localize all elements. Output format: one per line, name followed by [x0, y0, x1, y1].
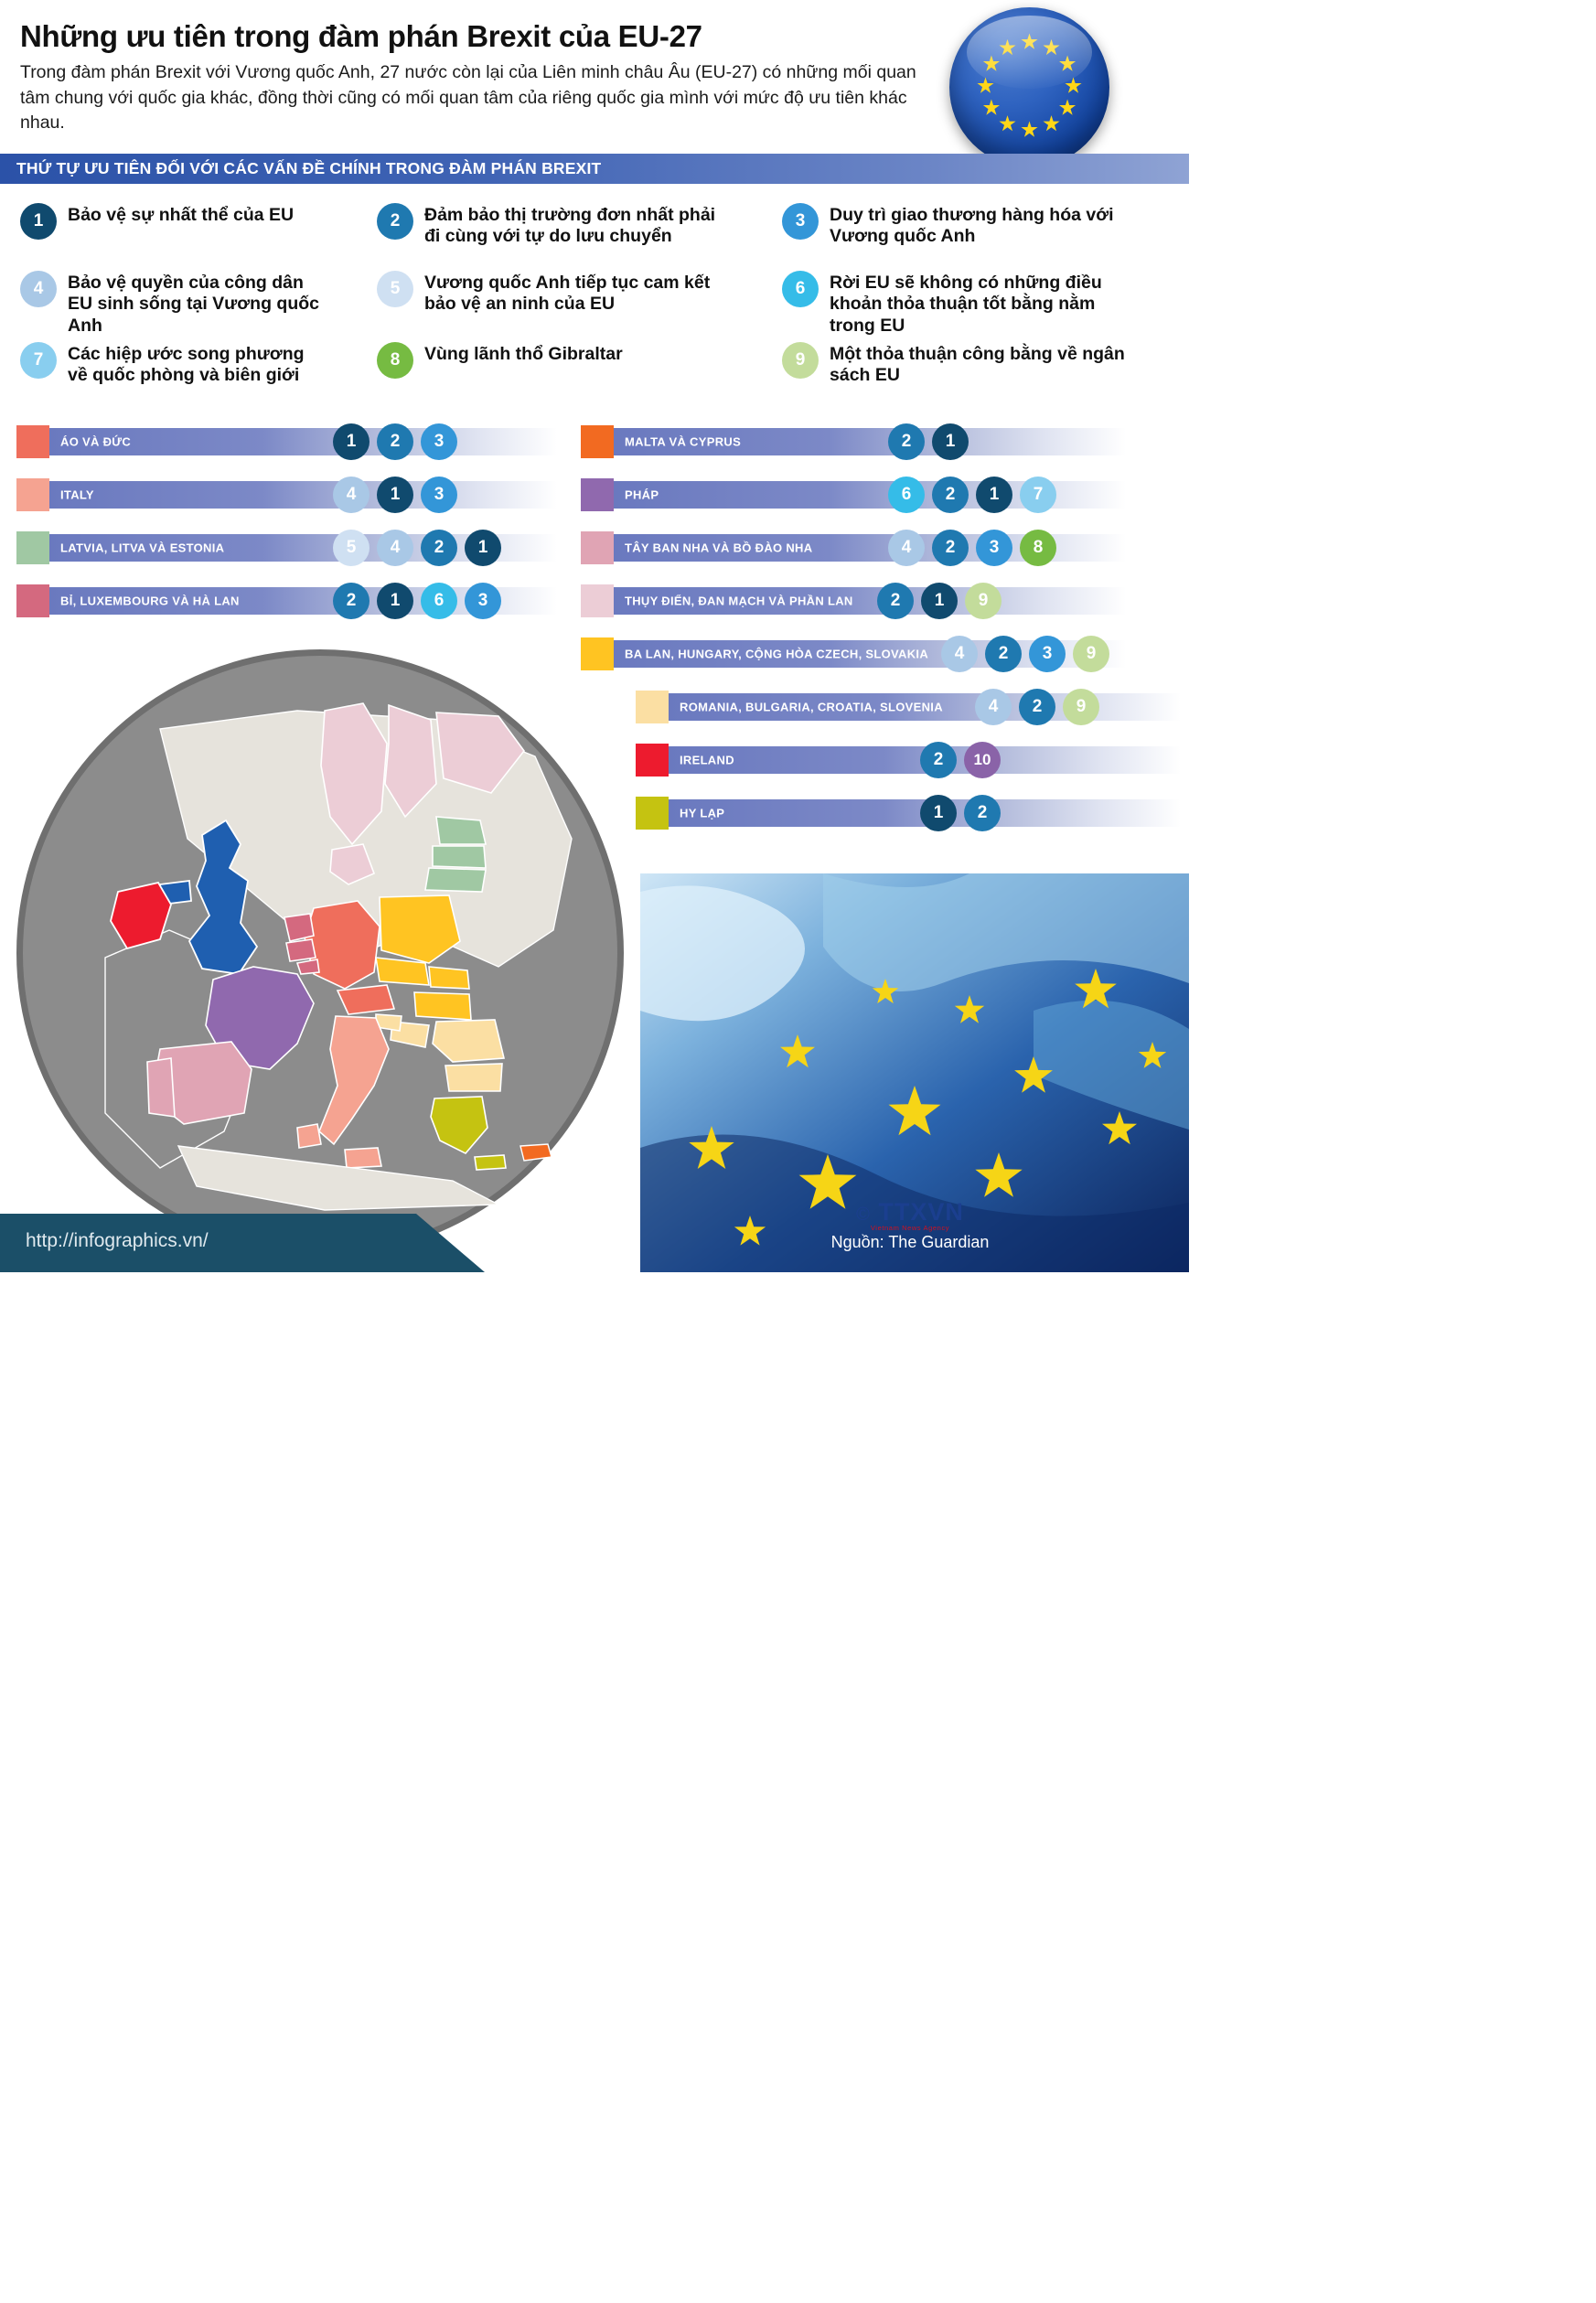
- legend-item-1: [20, 203, 322, 240]
- priority-pip-4: 4: [333, 477, 370, 513]
- legend-item-7: [20, 342, 322, 387]
- country-name: IRELAND: [680, 753, 734, 767]
- country-bar-row: [16, 425, 557, 458]
- priority-pip-4: 4: [377, 530, 413, 566]
- country-bar-row: [16, 531, 557, 564]
- country-bar-row: [16, 478, 557, 511]
- priority-pips: [888, 423, 969, 460]
- legend-label-1: Bảo vệ sự nhất thể của EU: [68, 205, 295, 225]
- legend-badge-7: 7: [20, 342, 57, 379]
- note-line-2: biên giới cứng giữa: [1544, 2119, 1584, 2200]
- section-banner-label: THỨ TỰ ƯU TIÊN ĐỐI VỚI CÁC VẤN ĐỀ CHÍNH TRONG ĐÀM PHÁN BREXIT: [16, 159, 602, 177]
- country-color-swatch: [636, 797, 669, 830]
- priority-pip-2: 2: [964, 795, 1001, 831]
- legend-item-3: [782, 203, 1130, 248]
- priority-pip-3: 3: [421, 423, 457, 460]
- note-line-1: Không quay lại áp dụng: [1544, 2038, 1595, 2118]
- priority-pip-1: 1: [920, 795, 957, 831]
- priority-pip-2: 2: [333, 583, 370, 619]
- priority-pip-1: 1: [465, 530, 501, 566]
- legend-badge-3: 3: [782, 203, 819, 240]
- priority-pip-1: 1: [932, 423, 969, 460]
- page-title: Những ưu tiên trong đàm phán Brexit của EU-27: [20, 19, 702, 53]
- country-track: [614, 534, 1126, 562]
- priority-pip-2: 2: [1019, 689, 1055, 725]
- priority-pip-2: 2: [932, 530, 969, 566]
- note-line-3: Cộng hòa Ireland và Bắc Ireland: [1544, 2201, 1596, 2302]
- ttxvn-wordmark: [805, 1198, 1015, 1226]
- country-color-swatch: [16, 584, 49, 617]
- country-color-swatch: [581, 478, 614, 511]
- priority-pips: [941, 636, 1109, 672]
- priority-pip-3: 3: [976, 530, 1012, 566]
- country-color-swatch: [16, 478, 49, 511]
- eu-flag-badge-icon: [949, 7, 1109, 167]
- country-color-swatch: [16, 531, 49, 564]
- priority-pips: [333, 423, 457, 460]
- ttxvn-subtext: Vietnam News Agency: [870, 1224, 950, 1232]
- country-name: ROMANIA, BULGARIA, CROATIA, SLOVENIA: [680, 700, 943, 714]
- page-subtitle: Trong đàm phán Brexit với Vương quốc Anh, 27 nước còn lại của Liên minh châu Âu (EU-27) có những mối quan tâm chung với quốc gia khác, đồng thời cũng có mối quan tâm của riêng quốc gia mình với mức độ ưu tiên khác nhau.: [20, 62, 916, 134]
- priority-pip-9: 9: [1073, 636, 1109, 672]
- legend-label-4: Bảo vệ quyền của công dân EU sinh sống tại Vương quốc Anh: [68, 273, 319, 336]
- country-name: BA LAN, HUNGARY, CỘNG HÒA CZECH, SLOVAKIA: [625, 647, 929, 661]
- country-name: MALTA VÀ CYPRUS: [625, 434, 742, 449]
- priority-legend: [0, 188, 1189, 408]
- source-credit: Nguồn: The Guardian: [830, 1233, 990, 1251]
- priority-pip-7: 7: [1020, 477, 1056, 513]
- country-color-swatch: [16, 425, 49, 458]
- country-bar-row: [636, 691, 1181, 723]
- priority-pip-2: 2: [985, 636, 1022, 672]
- note-10-badge: 10: [1501, 2159, 1521, 2180]
- legend-badge-5: 5: [377, 271, 413, 307]
- country-color-swatch: [636, 744, 669, 777]
- priority-pips: [333, 530, 501, 566]
- section-banner: [0, 154, 1189, 184]
- country-track: [669, 746, 1181, 774]
- priority-pip-3: 3: [421, 477, 457, 513]
- priority-pip-10: 10: [964, 742, 1001, 778]
- country-track: [49, 428, 557, 455]
- legend-item-5: [377, 271, 734, 316]
- legend-label-6: Rời EU sẽ không có những điều khoản thỏa thuận tốt bằng nằm trong EU: [830, 273, 1102, 336]
- priority-pips: [888, 530, 1056, 566]
- legend-badge-1: 1: [20, 203, 57, 240]
- country-name: TÂY BAN NHA VÀ BỒ ĐÀO NHA: [625, 541, 813, 555]
- ttxvn-logo: [805, 1198, 1015, 1232]
- country-bar-row: [636, 744, 1181, 777]
- badge-gloss: [967, 16, 1092, 90]
- priority-pips: [975, 689, 1099, 725]
- legend-label-7: Các hiệp ước song phương về quốc phòng và biên giới: [68, 344, 305, 386]
- country-track: [614, 640, 1126, 668]
- priority-pip-1: 1: [976, 477, 1012, 513]
- legend-badge-2: 2: [377, 203, 413, 240]
- priority-pips: [877, 583, 1002, 619]
- country-bar-row: [581, 637, 1126, 670]
- country-track: [49, 534, 557, 562]
- country-bar-row: [16, 584, 557, 617]
- country-name: ITALY: [60, 487, 94, 502]
- country-bar-row: [581, 425, 1126, 458]
- priority-pip-1: 1: [377, 477, 413, 513]
- country-name: HY LẠP: [680, 806, 725, 820]
- country-track: [669, 693, 1181, 721]
- legend-label-8: Vùng lãnh thổ Gibraltar: [424, 344, 623, 364]
- country-track: [49, 481, 557, 509]
- country-name: PHÁP: [625, 487, 659, 502]
- priority-pip-4: 4: [975, 689, 1012, 725]
- legend-item-4: [20, 271, 322, 337]
- legend-label-9: Một thỏa thuận công bằng về ngân sách EU: [830, 344, 1125, 386]
- priority-pip-9: 9: [1063, 689, 1099, 725]
- country-track: [669, 799, 1181, 827]
- country-track: [49, 587, 557, 615]
- legend-label-3: Duy trì giao thương hàng hóa với Vương quốc Anh: [830, 205, 1114, 247]
- country-name: ÁO VÀ ĐỨC: [60, 434, 132, 449]
- priority-pip-3: 3: [1029, 636, 1066, 672]
- legend-item-2: [377, 203, 734, 248]
- priority-pip-2: 2: [421, 530, 457, 566]
- country-track: [614, 428, 1126, 455]
- priority-pip-9: 9: [965, 583, 1002, 619]
- country-bar-row: [581, 584, 1126, 617]
- ttxvn-text: TTXVN: [878, 1198, 964, 1226]
- legend-label-2: Đảm bảo thị trường đơn nhất phải đi cùng với tự do lưu chuyển: [424, 205, 716, 247]
- priority-pips: [920, 742, 1001, 778]
- country-track: [614, 481, 1126, 509]
- priority-pip-4: 4: [941, 636, 978, 672]
- priority-pips: [888, 477, 1056, 513]
- country-color-swatch: [581, 425, 614, 458]
- priority-pips: [920, 795, 1001, 831]
- priority-pip-2: 2: [920, 742, 957, 778]
- country-color-swatch: [581, 584, 614, 617]
- priority-pips: [333, 477, 457, 513]
- priority-pip-1: 1: [333, 423, 370, 460]
- country-bar-row: [581, 531, 1126, 564]
- priority-pip-2: 2: [377, 423, 413, 460]
- priority-pip-1: 1: [377, 583, 413, 619]
- header: [0, 0, 1189, 151]
- legend-badge-9: 9: [782, 342, 819, 379]
- priority-pip-2: 2: [932, 477, 969, 513]
- legend-label-5: Vương quốc Anh tiếp tục cam kết bảo vệ an ninh của EU: [424, 273, 711, 315]
- priority-pip-4: 4: [888, 530, 925, 566]
- legend-item-9: [782, 342, 1130, 387]
- country-track: [614, 587, 1126, 615]
- copyright-icon: ©: [856, 1205, 871, 1225]
- country-name: THỤY ĐIỂN, ĐAN MẠCH VÀ PHẦN LAN: [625, 594, 853, 608]
- country-color-swatch: [636, 691, 669, 723]
- legend-badge-8: 8: [377, 342, 413, 379]
- priority-pip-3: 3: [465, 583, 501, 619]
- priority-pip-6: 6: [888, 477, 925, 513]
- priority-pip-5: 5: [333, 530, 370, 566]
- legend-badge-4: 4: [20, 271, 57, 307]
- priority-pip-2: 2: [888, 423, 925, 460]
- country-name: LATVIA, LITVA VÀ ESTONIA: [60, 541, 225, 555]
- priority-pip-2: 2: [877, 583, 914, 619]
- note-priority-10: [1491, 2037, 1596, 2303]
- legend-badge-6: 6: [782, 271, 819, 307]
- legend-item-6: [782, 271, 1130, 337]
- priority-pip-6: 6: [421, 583, 457, 619]
- country-bar-row: [581, 478, 1126, 511]
- country-color-swatch: [581, 531, 614, 564]
- priority-pip-1: 1: [921, 583, 958, 619]
- globe-circle: [16, 649, 624, 1257]
- country-name: BỈ, LUXEMBOURG VÀ HÀ LAN: [60, 594, 240, 608]
- europe-map: [16, 649, 620, 1253]
- priority-pips: [333, 583, 501, 619]
- legend-item-8: [377, 342, 734, 379]
- priority-pip-8: 8: [1020, 530, 1056, 566]
- country-bar-row: [636, 797, 1181, 830]
- footer-url[interactable]: http://infographics.vn/: [26, 1230, 209, 1251]
- note-10-text: [1544, 2037, 1596, 2303]
